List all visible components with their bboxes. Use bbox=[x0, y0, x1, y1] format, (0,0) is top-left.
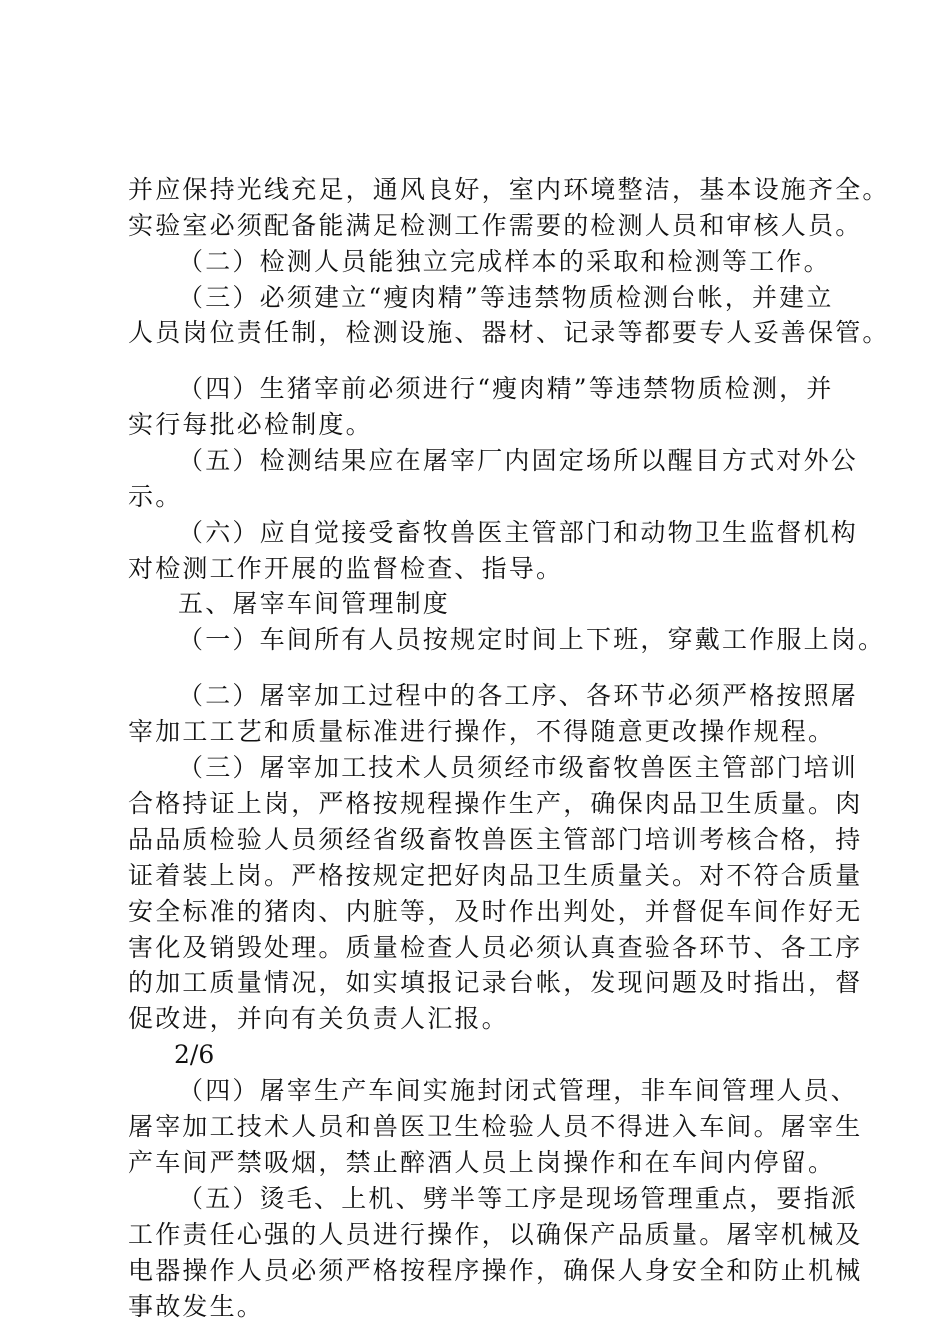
text-line: 示。 bbox=[128, 482, 183, 511]
text-line: 害化及销毁处理。质量检查人员必须认真查验各环节、各工序 bbox=[128, 933, 863, 962]
text-line: （五）检测结果应在屠宰厂内固定场所以醒目方式对外公 bbox=[178, 446, 859, 475]
text-line: 证着装上岗。严格按规定把好肉品卫生质量关。对不符合质量 bbox=[128, 861, 863, 890]
text-line: （六）应自觉接受畜牧兽医主管部门和动物卫生监督机构 bbox=[178, 518, 859, 547]
text-line: （五）烫毛、上机、劈半等工序是现场管理重点，要指派 bbox=[178, 1184, 859, 1213]
text-line: 并应保持光线充足，通风良好，室内环境整洁，基本设施齐全。 bbox=[128, 175, 890, 204]
section-heading: 五、屠宰车间管理制度 bbox=[178, 589, 451, 618]
text-line: 宰加工工艺和质量标准进行操作，不得随意更改操作规程。 bbox=[128, 717, 836, 746]
text-line: 对检测工作开展的监督检查、指导。 bbox=[128, 554, 564, 583]
text-line: （四）生猪宰前必须进行“瘦肉精”等违禁物质检测，并 bbox=[178, 374, 834, 403]
text-line: 屠宰加工技术人员和兽医卫生检验人员不得进入车间。屠宰生 bbox=[128, 1112, 863, 1141]
text-line: 促改进，并向有关负责人汇报。 bbox=[128, 1004, 509, 1033]
text-line: （一）车间所有人员按规定时间上下班，穿戴工作服上岗。 bbox=[178, 625, 886, 654]
text-line: 人员岗位责任制，检测设施、器材、记录等都要专人妥善保管。 bbox=[128, 318, 890, 347]
text-line: 品品质检验人员须经省级畜牧兽医主管部门培训考核合格，持 bbox=[128, 825, 863, 854]
text-line: 合格持证上岗，严格按规程操作生产，确保肉品卫生质量。肉 bbox=[128, 789, 863, 818]
text-line: （二）屠宰加工过程中的各工序、各环节必须严格按照屠 bbox=[178, 681, 859, 710]
text-line: 实验室必须配备能满足检测工作需要的检测人员和审核人员。 bbox=[128, 211, 863, 240]
text-line: 事故发生。 bbox=[128, 1292, 265, 1321]
inline-page-number: 2/6 bbox=[174, 1040, 215, 1069]
text-line: 的加工质量情况，如实填报记录台帐，发现问题及时指出，督 bbox=[128, 968, 863, 997]
text-line: 安全标准的猪肉、内脏等，及时作出判处，并督促车间作好无 bbox=[128, 897, 863, 926]
text-line: （四）屠宰生产车间实施封闭式管理，非车间管理人员、 bbox=[178, 1076, 859, 1105]
text-line: 电器操作人员必须严格按程序操作，确保人身安全和防止机械 bbox=[128, 1256, 863, 1285]
text-line: 实行每批必检制度。 bbox=[128, 410, 373, 439]
text-line: （二）检测人员能独立完成样本的采取和检测等工作。 bbox=[178, 247, 831, 276]
text-line: 产车间严禁吸烟，禁止醉酒人员上岗操作和在车间内停留。 bbox=[128, 1148, 836, 1177]
text-line: 工作责任心强的人员进行操作，以确保产品质量。屠宰机械及 bbox=[128, 1220, 863, 1249]
text-line: （三）屠宰加工技术人员须经市级畜牧兽医主管部门培训 bbox=[178, 753, 859, 782]
text-line: （三）必须建立“瘦肉精”等违禁物质检测台帐，并建立 bbox=[178, 283, 834, 312]
